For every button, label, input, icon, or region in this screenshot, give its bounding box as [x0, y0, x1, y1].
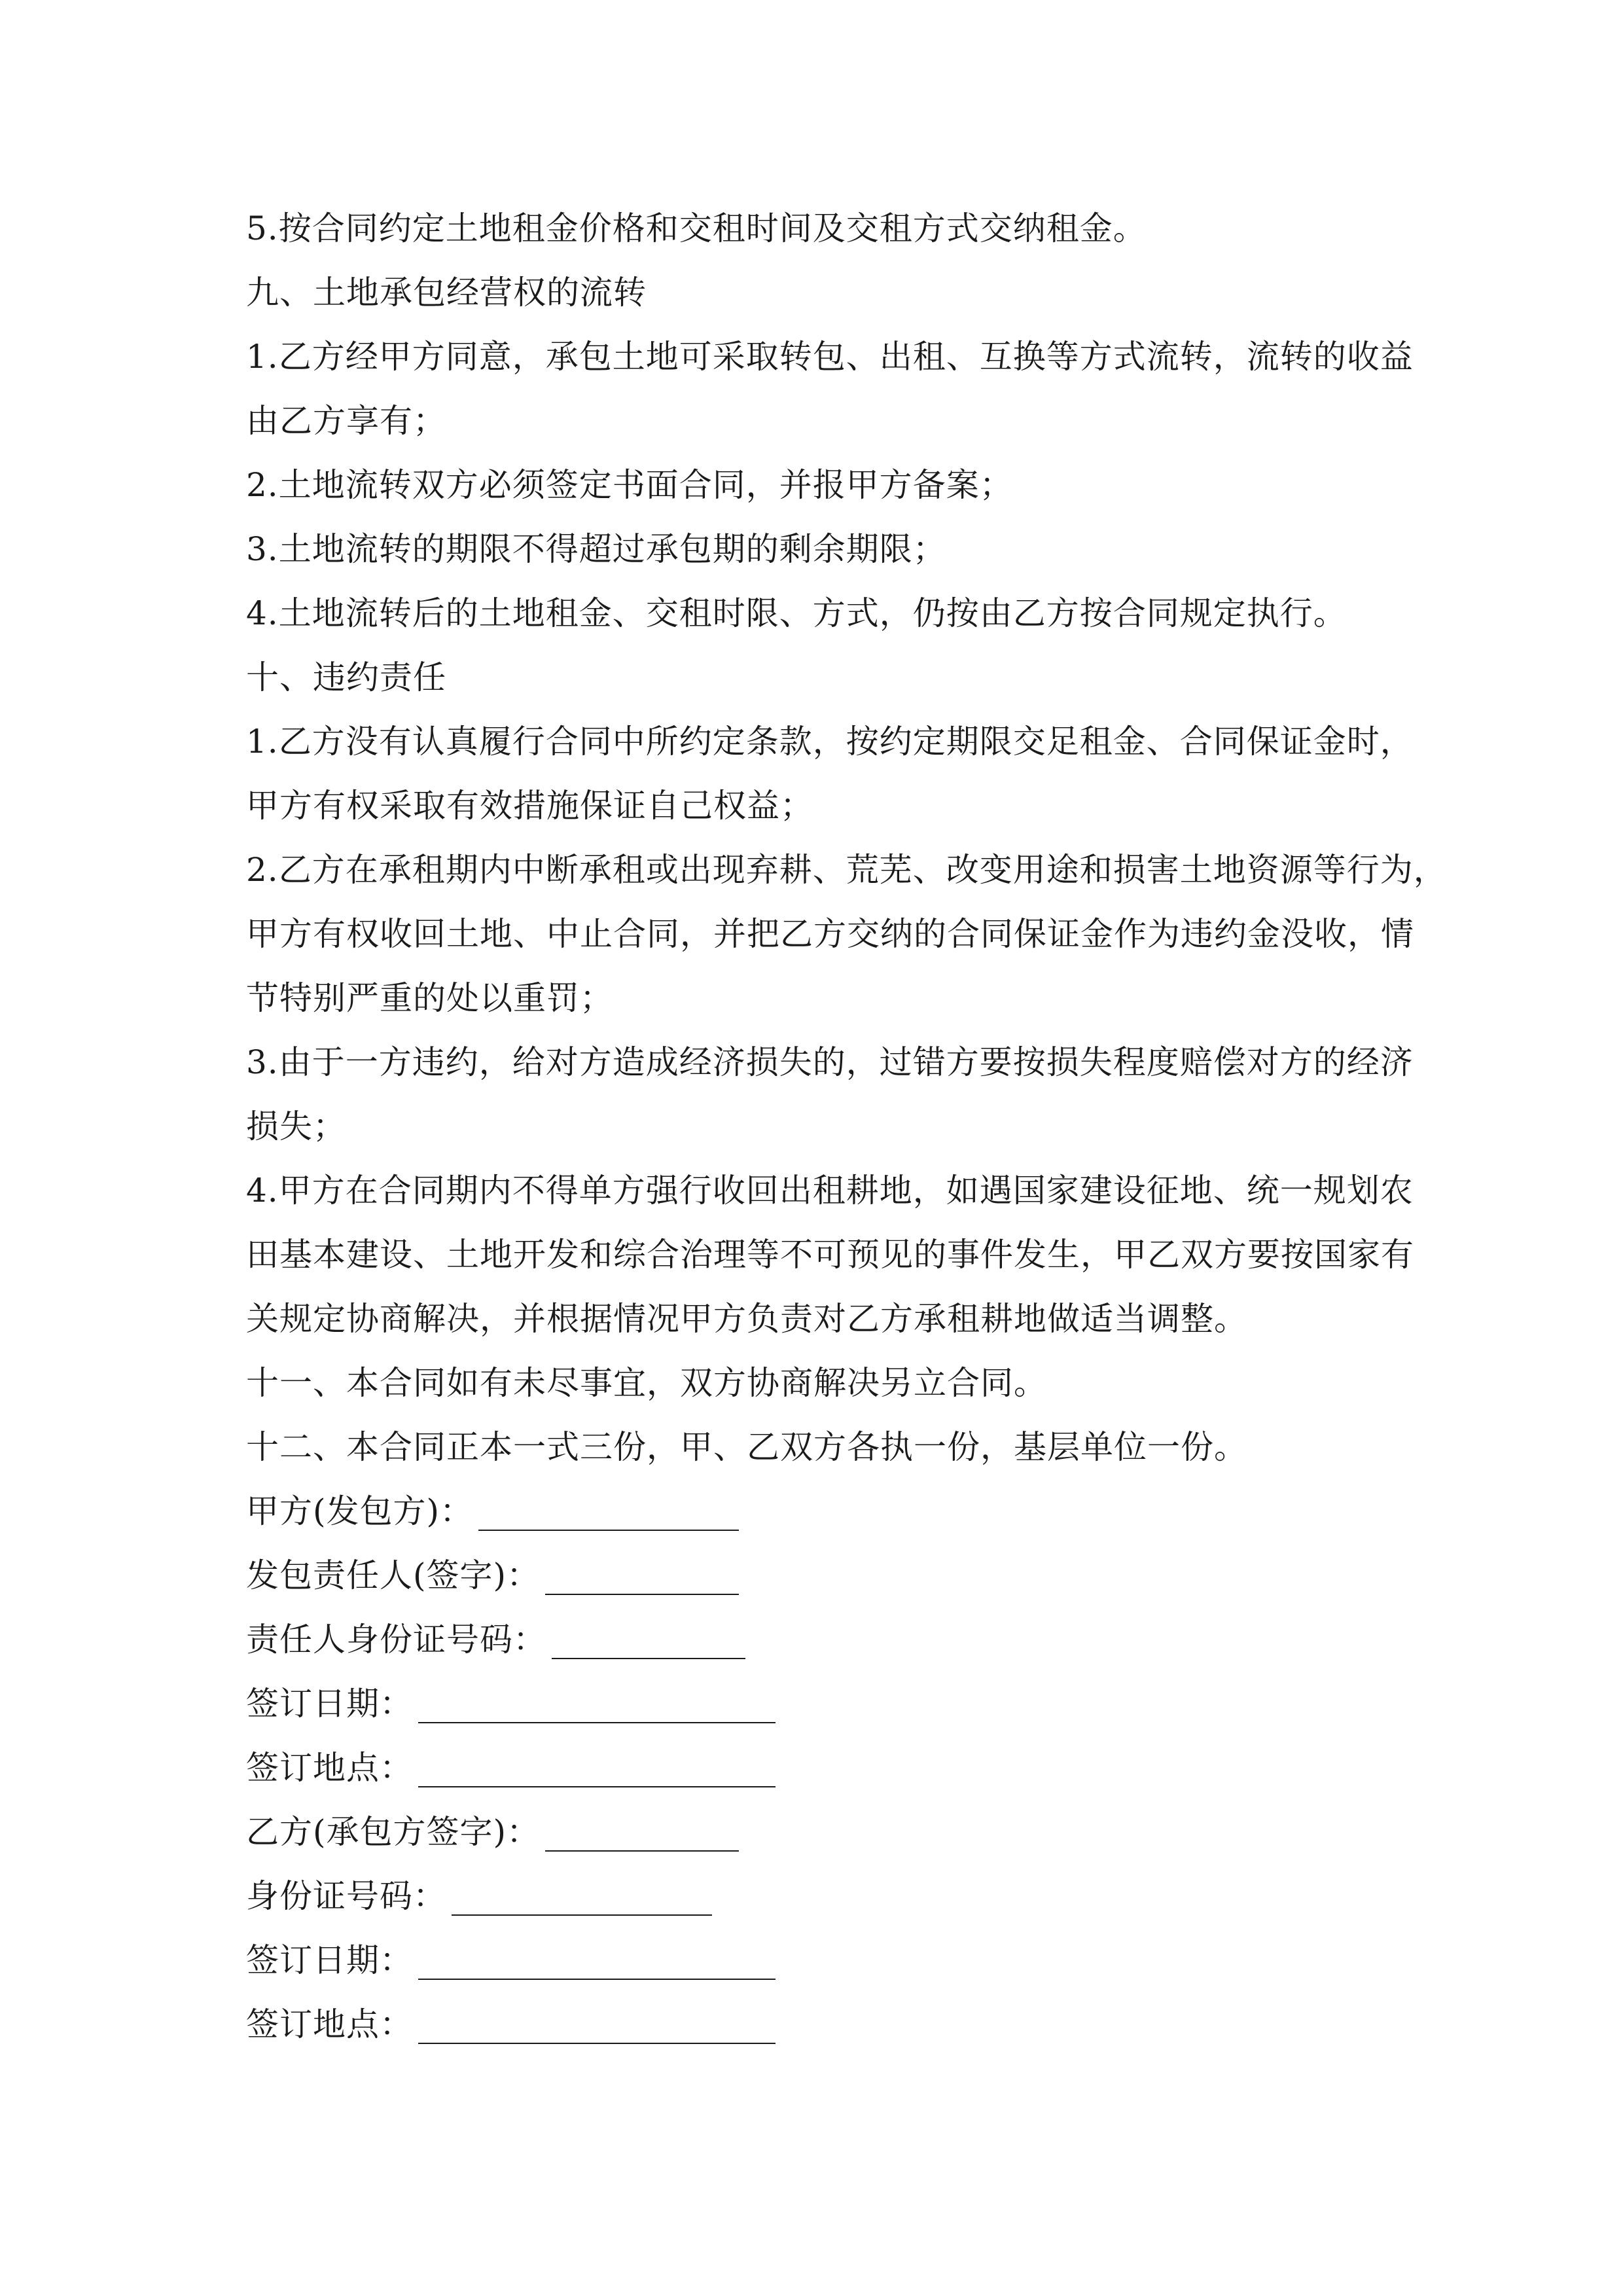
- clause-line: 3.土地流转的期限不得超过承包期的剩余期限；: [246, 530, 946, 568]
- signature-label: 乙方(承包方签字)：: [246, 1813, 541, 1851]
- signature-field-id-b: [246, 1864, 1398, 1928]
- signature-field-responsible-id: [246, 1607, 1398, 1672]
- clause-line: 甲方有权收回土地、中止合同，并把乙方交纳的合同保证金作为违约金没收，情: [246, 915, 1414, 953]
- clause-line: 损失；: [246, 1107, 346, 1145]
- clause-line: 5.按合同约定土地租金价格和交租时间及交租方式交纳租金。: [246, 209, 1147, 247]
- signature-label: 发包责任人(签字)：: [246, 1556, 541, 1594]
- signature-label: 签订日期：: [246, 1941, 413, 1979]
- clause-line: 1.乙方经甲方同意，承包土地可采取转包、出租、互换等方式流转，流转的收益: [246, 338, 1414, 376]
- signature-field-responsible-person: [246, 1543, 1398, 1607]
- signature-label: 身份证号码：: [246, 1877, 446, 1915]
- clause-line: 4.甲方在合同期内不得单方强行收回出租耕地，如遇国家建设征地、统一规划农: [246, 1172, 1414, 1210]
- clause-line: 节特别严重的处以重罚；: [246, 979, 613, 1017]
- clause-line: 甲方有权采取有效措施保证自己权益；: [246, 787, 813, 825]
- signature-blank[interactable]: [418, 1941, 776, 1980]
- signature-label: 甲方(发包方)：: [246, 1492, 474, 1530]
- clause-line: 3.由于一方违约，给对方造成经济损失的，过错方要按损失程度赔偿对方的经济: [246, 1043, 1414, 1081]
- clause-line: 2.乙方在承租期内中断承租或出现弃耕、荒芜、改变用途和损害土地资源等行为，: [246, 851, 1447, 889]
- signature-field-place-b: [246, 1992, 1398, 2056]
- clause-line: 1.乙方没有认真履行合同中所约定条款，按约定期限交足租金、合同保证金时，: [246, 723, 1414, 761]
- section-heading: 十一、本合同如有未尽事宜，双方协商解决另立合同。: [246, 1364, 1047, 1402]
- clause-line: 2.土地流转双方必须签定书面合同，并报甲方备案；: [246, 466, 1013, 504]
- section-heading: 十二、本合同正本一式三份，甲、乙双方各执一份，基层单位一份。: [246, 1428, 1247, 1466]
- clause-line: 4.土地流转后的土地租金、交租时限、方式，仍按由乙方按合同规定执行。: [246, 594, 1347, 632]
- section-heading: 九、土地承包经营权的流转: [246, 274, 647, 312]
- signature-field-party-a: [246, 1479, 1398, 1543]
- signature-blank[interactable]: [418, 1684, 776, 1723]
- clause-line: 关规定协商解决，并根据情况甲方负责对乙方承租耕地做适当调整。: [246, 1300, 1247, 1338]
- document-body: [246, 196, 1447, 2056]
- section-heading: 十、违约责任: [246, 658, 446, 696]
- signature-label: 签订日期：: [246, 1685, 413, 1723]
- signature-blank[interactable]: [545, 1556, 739, 1595]
- signature-blank[interactable]: [418, 1748, 776, 1787]
- signature-blank[interactable]: [452, 1876, 712, 1916]
- signature-field-date-b: [246, 1928, 1398, 1992]
- signature-label: 签订地点：: [246, 1749, 413, 1787]
- clause-line: 田基本建设、土地开发和综合治理等不可预见的事件发生，甲乙双方要按国家有: [246, 1236, 1414, 1274]
- signature-blank[interactable]: [545, 1812, 739, 1852]
- signature-label: 责任人身份证号码：: [246, 1621, 546, 1659]
- clause-line: 由乙方享有；: [246, 402, 446, 440]
- signature-field-date-a: [246, 1672, 1398, 1736]
- signature-label: 签订地点：: [246, 2005, 413, 2043]
- signature-field-place-a: [246, 1736, 1398, 1800]
- signature-blank[interactable]: [478, 1492, 739, 1531]
- signature-blank[interactable]: [418, 2005, 776, 2044]
- signature-field-party-b: [246, 1800, 1398, 1864]
- signature-blank[interactable]: [552, 1620, 745, 1659]
